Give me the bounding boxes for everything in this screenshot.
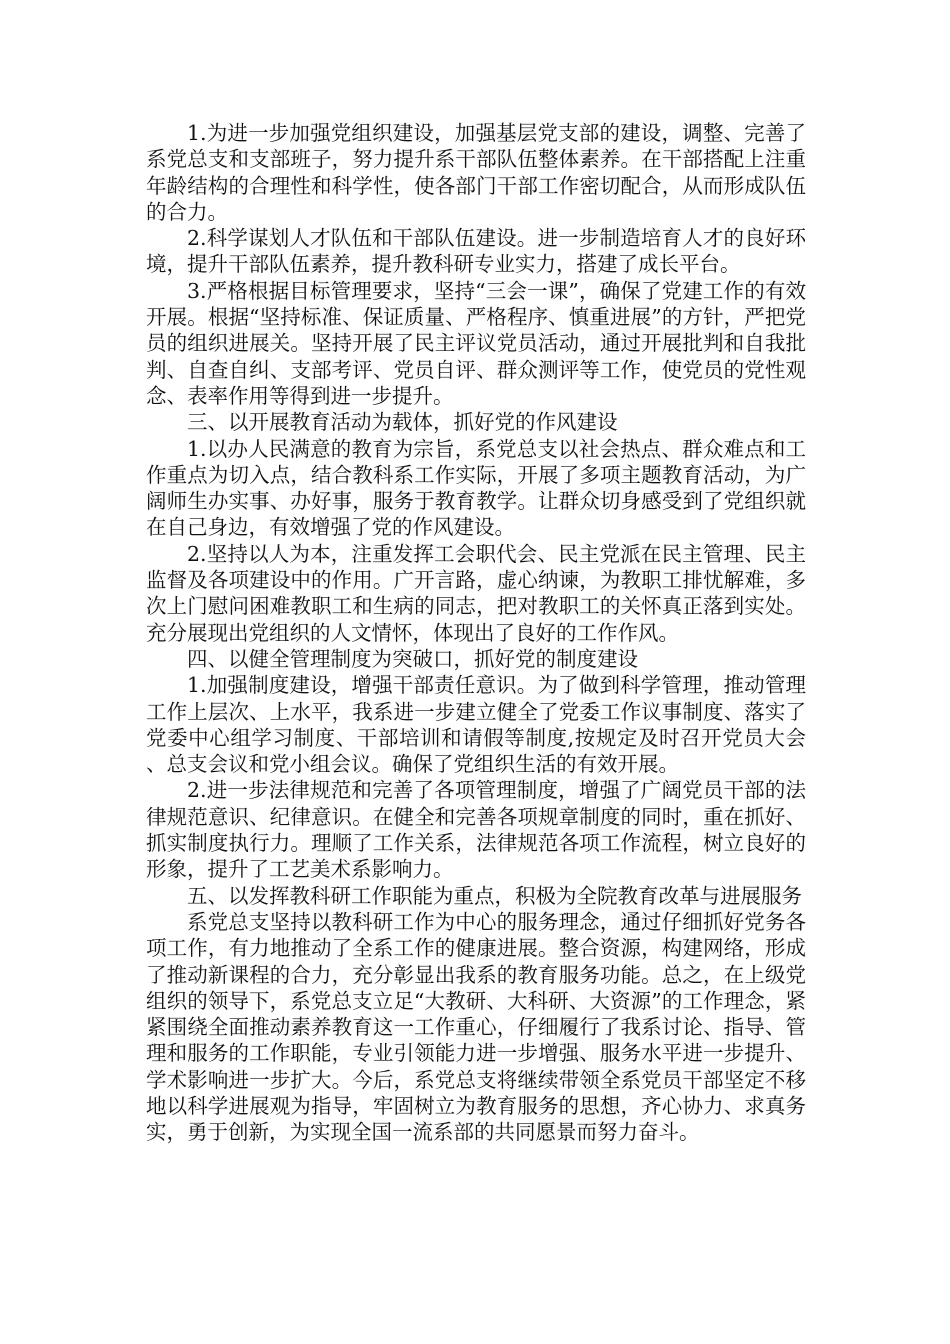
paragraph-3-2: 2.坚持以人为本，注重发挥工会职代会、民主党派在民主管理、民主监督及各项建设中的作用。广开言路，虚心纳谏，为教职工排忧解难，多次上门慰问困难教职工和生病的同志，把对教职工的关怀真正落到实处。充分展现出党组织的人文情怀，体现出了良好的工作作风。 <box>146 541 806 645</box>
paragraph-3-1: 1.以办人民满意的教育为宗旨，系党总支以社会热点、群众难点和工作重点为切入点，结合教科系工作实际，开展了多项主题教育活动，为广阔师生办实事、办好事，服务于教育教学。让群众切身感受到了党组织就在自己身边，有效增强了党的作风建设。 <box>146 436 806 540</box>
document-body <box>146 120 806 1146</box>
paragraph-1-3: 3.严格根据目标管理要求，坚持“三会一课”，确保了党建工作的有效开展。根据“坚持标准、保证质量、严格程序、慎重进展”的方针，严把党员的组织进展关。坚持开展了民主评议党员活动，通过开展批判和自我批判、自查自纠、支部考评、党员自评、群众测评等工作，使党员的党性观念、表率作用等得到进一步提升。 <box>146 278 806 408</box>
paragraph-4-1: 1.加强制度建设，增强干部责任意识。为了做到科学管理，推动管理工作上层次、上水平，我系进一步建立健全了党委工作议事制度、落实了党委中心组学习制度、干部培训和请假等制度,按规定及时召开党员大会、总支会议和党小组会议。确保了党组织生活的有效开展。 <box>146 673 806 777</box>
paragraph-1-2: 2.科学谋划人才队伍和干部队伍建设。进一步制造培育人才的良好环境，提升干部队伍素养，提升教科研专业实力，搭建了成长平台。 <box>146 226 806 277</box>
paragraph-4-2: 2.进一步法律规范和完善了各项管理制度，增强了广阔党员干部的法律规范意识、纪律意识。在健全和完善各项规章制度的同时，重在抓好、抓实制度执行力。理顺了工作关系，法律规范各项工作流程，树立良好的形象，提升了工艺美术系影响力。 <box>146 778 806 882</box>
section-heading-4: 四、以健全管理制度为突破口，抓好党的制度建设 <box>187 646 638 671</box>
paragraph-5-body: 系党总支坚持以教科研工作为中心的服务理念，通过仔细抓好党务各项工作，有力地推动了全系工作的健康进展。整合资源，构建网络，形成了推动新课程的合力，充分彰显出我系的教育服务功能。总之，在上级党组织的领导下，系党总支立足“大教研、大科研、大资源”的工作理念，紧紧围绕全面推动素养教育这一工作重心，仔细履行了我系讨论、指导、管理和服务的工作职能，专业引领能力进一步增强、服务水平进一步提升、学术影响进一步扩大。今后，系党总支将继续带领全系党员干部坚定不移地以科学进展观为指导，牢固树立为教育服务的思想，齐心协力、求真务实，勇于创新，为实现全国一流系部的共同愿景而努力奋斗。 <box>146 909 806 1145</box>
section-heading-5: 五、以发挥教科研工作职能为重点，积极为全院教育改革与进展服务 <box>187 883 802 908</box>
section-heading-3: 三、以开展教育活动为载体，抓好党的作风建设 <box>187 410 618 435</box>
paragraph-1-1: 1.为进一步加强党组织建设，加强基层党支部的建设，调整、完善了系党总支和支部班子，努力提升系干部队伍整体素养。在干部搭配上注重年龄结构的合理性和科学性，使各部门干部工作密切配合，从而形成队伍的合力。 <box>146 121 806 224</box>
